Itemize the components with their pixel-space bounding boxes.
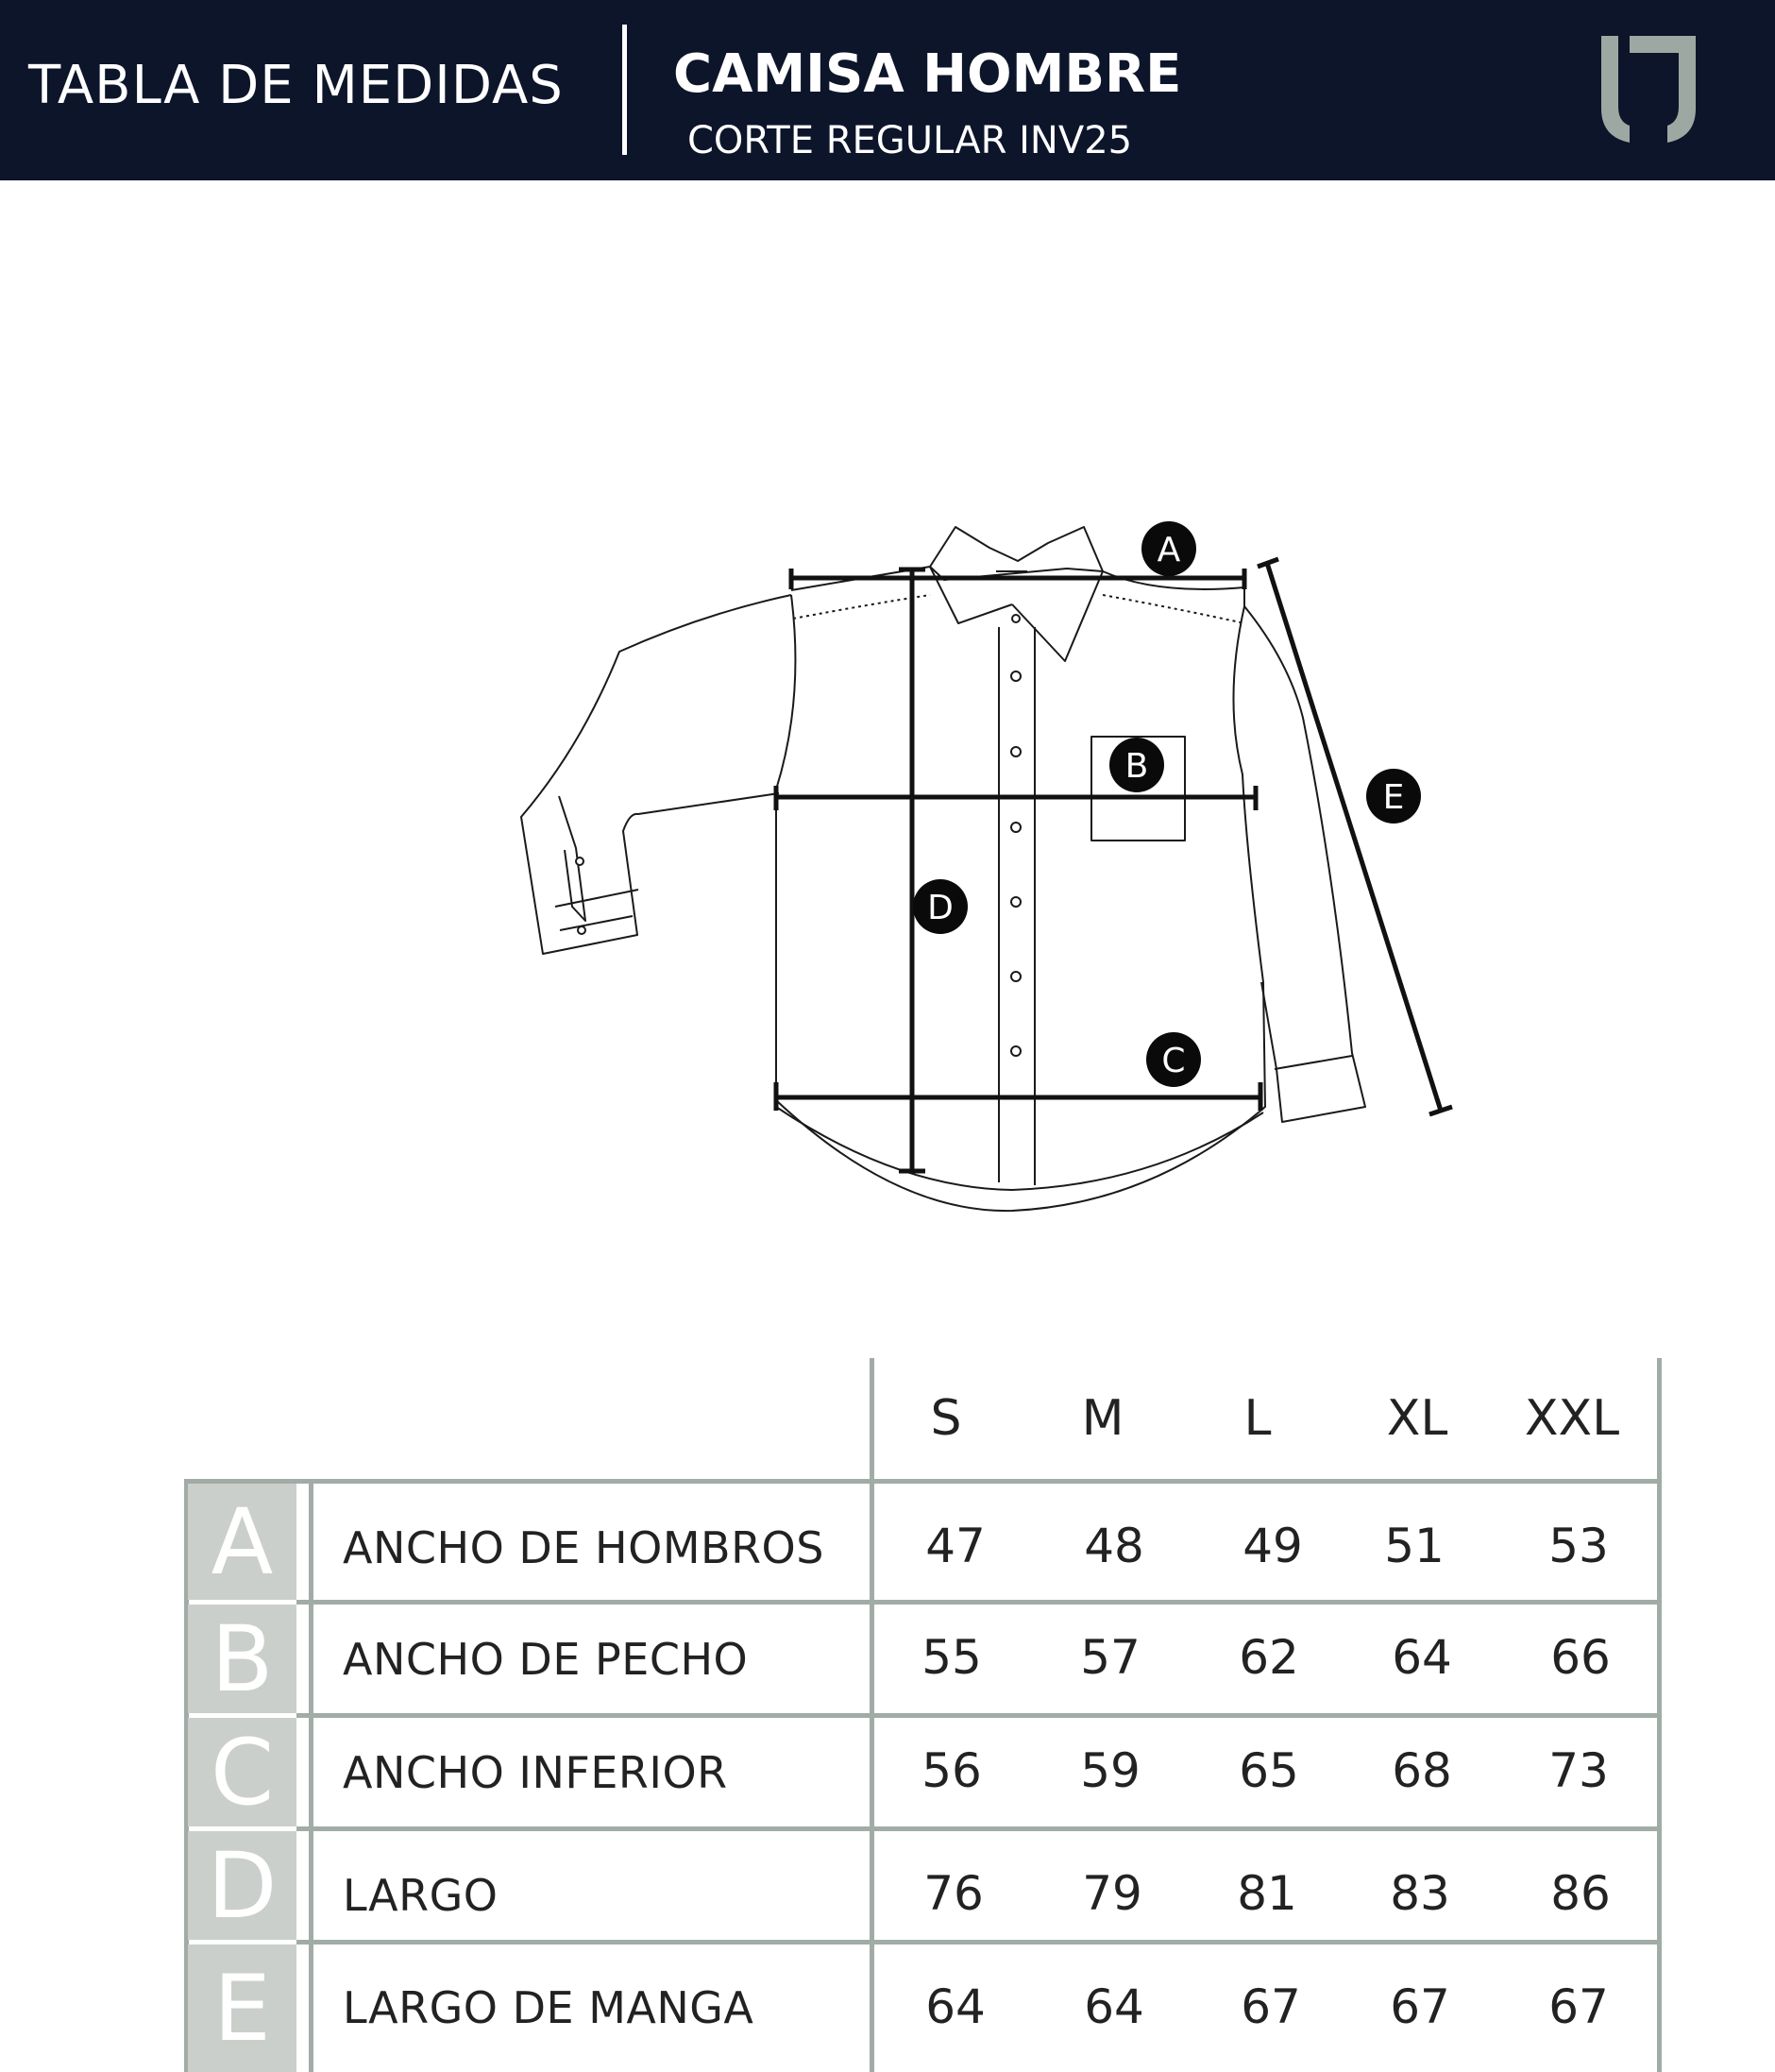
value-cell: 67: [1390, 1979, 1450, 2034]
row-letter-b: B: [188, 1605, 296, 1713]
grid-line-h-1: [296, 1600, 1662, 1605]
row-label-ancho-inferior: ANCHO INFERIOR: [343, 1747, 728, 1798]
value-cell: 83: [1390, 1866, 1450, 1921]
grid-line-header-vertical-right: [1657, 1358, 1662, 1479]
value-cell: 51: [1384, 1519, 1445, 1573]
size-header-s: S: [930, 1390, 962, 1447]
value-cell: 64: [925, 1979, 986, 2034]
svg-text:C: C: [1161, 1042, 1186, 1080]
size-header-xxl: XXL: [1524, 1390, 1620, 1447]
value-cell: 65: [1239, 1743, 1299, 1798]
row-letter-d: D: [188, 1831, 296, 1940]
grid-line-v-label-left: [309, 1479, 313, 2072]
value-cell: 57: [1080, 1630, 1141, 1685]
row-label-largo-de-manga: LARGO DE MANGA: [343, 1982, 754, 2033]
svg-text:B: B: [1124, 747, 1149, 786]
size-chart-label: TABLA DE MEDIDAS: [28, 55, 564, 116]
marker-d: [913, 879, 968, 934]
value-cell: 62: [1239, 1630, 1299, 1685]
size-header-m: M: [1081, 1390, 1124, 1447]
grid-line-h-2: [296, 1713, 1662, 1718]
value-cell: 49: [1242, 1519, 1303, 1573]
value-cell: 48: [1084, 1519, 1144, 1573]
value-cell: 64: [1392, 1630, 1452, 1685]
grid-line-v-right: [1657, 1479, 1662, 2072]
value-cell: 67: [1241, 1979, 1301, 2034]
marker-c: [1146, 1032, 1201, 1087]
marker-a: [1141, 521, 1196, 576]
value-cell: 68: [1392, 1743, 1452, 1798]
value-cell: 79: [1082, 1866, 1142, 1921]
product-subtitle: CORTE REGULAR INV25: [687, 119, 1133, 162]
row-letter-a: A: [188, 1484, 296, 1600]
size-header-xl: XL: [1386, 1390, 1448, 1447]
size-header-l: L: [1243, 1390, 1272, 1447]
value-cell: 55: [921, 1630, 982, 1685]
grid-line-h-4: [296, 1940, 1662, 1945]
marker-b: [1109, 738, 1164, 792]
value-cell: 53: [1548, 1519, 1609, 1573]
value-cell: 47: [925, 1519, 986, 1573]
product-title: CAMISA HOMBRE: [673, 43, 1182, 105]
svg-text:A: A: [1157, 531, 1181, 569]
value-cell: 67: [1548, 1979, 1609, 2034]
svg-text:D: D: [927, 889, 954, 927]
grid-line-h-3: [296, 1826, 1662, 1831]
row-letter-e: E: [188, 1945, 296, 2072]
value-cell: 76: [923, 1866, 984, 1921]
value-cell: 59: [1080, 1743, 1141, 1798]
value-cell: 66: [1550, 1630, 1611, 1685]
value-cell: 86: [1550, 1866, 1611, 1921]
grid-line-v-label-right: [870, 1479, 874, 2072]
value-cell: 56: [921, 1743, 982, 1798]
row-label-ancho-de-pecho: ANCHO DE PECHO: [343, 1634, 749, 1685]
row-letter-c: C: [188, 1718, 296, 1826]
value-cell: 64: [1084, 1979, 1144, 2034]
value-cell: 73: [1548, 1743, 1609, 1798]
row-label-largo: LARGO: [343, 1870, 499, 1921]
svg-text:E: E: [1382, 778, 1405, 817]
value-cell: 81: [1237, 1866, 1297, 1921]
marker-e: [1366, 769, 1421, 824]
row-label-ancho-de-hombros: ANCHO DE HOMBROS: [343, 1522, 824, 1573]
grid-line-h-top: [184, 1479, 1662, 1484]
